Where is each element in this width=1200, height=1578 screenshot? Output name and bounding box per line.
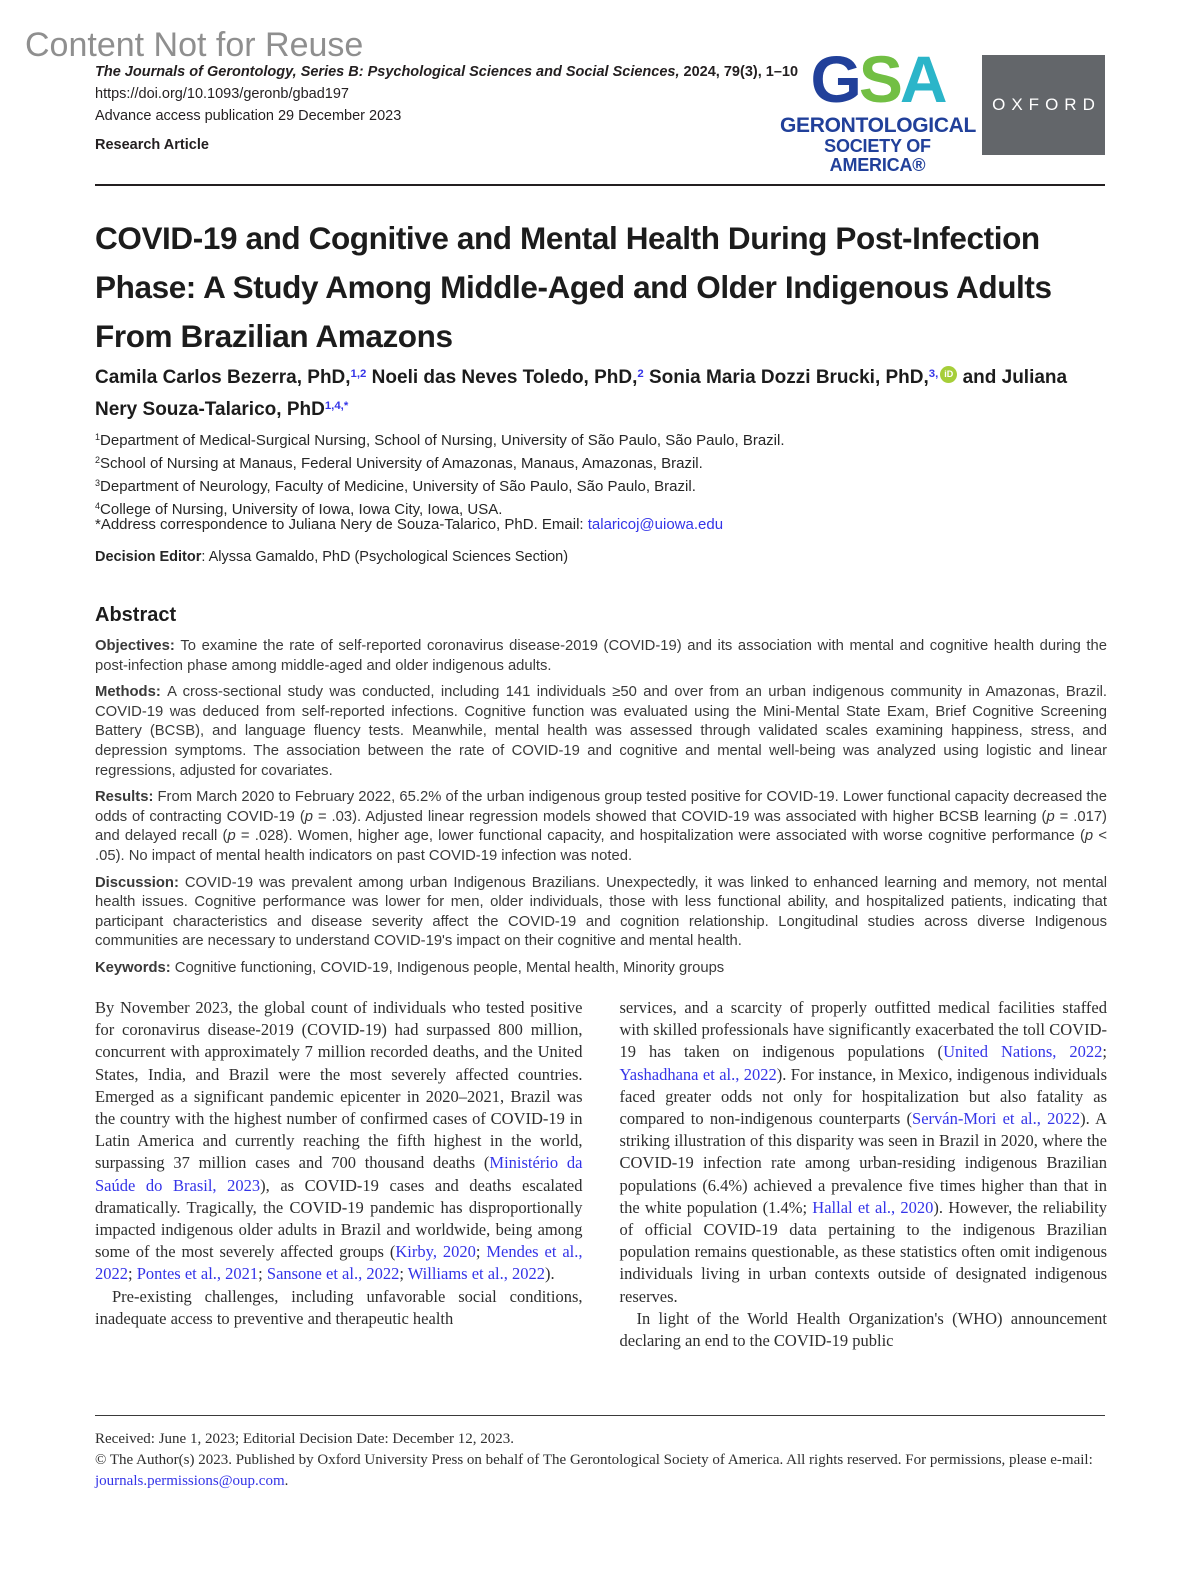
affiliations <box>95 430 785 522</box>
text-segment: and Juliana Nery Souza-Talarico, PhD <box>95 367 1068 420</box>
inline-link[interactable]: Mendes et al., 2022 <box>95 1242 583 1284</box>
text-segment: Cognitive functioning, COVID-19, Indigenous people, Mental health, Minority groups <box>174 959 725 976</box>
inline-link[interactable]: Sansone et al., 2022 <box>266 1264 400 1284</box>
text-segment: : Alyssa Gamaldo, PhD (Psychological Sciences Section) <box>201 549 569 565</box>
text-segment: 1,2 <box>350 367 367 380</box>
text-segment: services, and a scarcity of properly outfitted medical facilities staffed with skilled professionals have significantly exacerbated the toll COVID-19 has taken on indigenous populations ( <box>619 998 1107 1062</box>
advance-access-date: Advance access publication 29 December 2023 <box>95 108 402 124</box>
text-segment: 79 <box>723 64 740 80</box>
inline-link[interactable]: Kirby, 2020 <box>395 1242 476 1262</box>
body-paragraph <box>620 1308 1108 1352</box>
article-type-label: Research Article <box>95 137 209 153</box>
article-title: COVID-19 and Cognitive and Mental Health During Post-Infection Phase: A Study Among Middle-Aged and Older Indigenous Adults From Brazilian Amazons <box>95 220 1052 354</box>
watermark: Content Not for Reuse <box>25 26 364 64</box>
left-column <box>95 997 583 1352</box>
footer <box>95 1429 1107 1492</box>
abstract-results <box>95 788 1107 866</box>
oxford-logo <box>982 55 1105 155</box>
text-segment: *Address correspondence to Juliana Nery de Souza-Talarico, PhD. Email: <box>95 516 588 533</box>
text-segment: Noeli das Neves Toledo, PhD, <box>366 367 638 388</box>
text-segment: ). For instance, in Mexico, indigenous individuals faced greater odds not only for hospitalization but also fatality as compared to non-indigenous counterparts ( <box>619 1064 1107 1129</box>
body-paragraph <box>95 997 583 1286</box>
text-segment: 2 <box>95 455 101 466</box>
text-segment: p <box>304 808 314 825</box>
gsa-logo <box>780 42 977 175</box>
text-segment: Results: <box>95 789 158 806</box>
text-segment: By November 2023, the global count of individuals who tested positive for coronavirus disease-2019 (COVID-19) had surpassed 800 million, concurrent with approximately 7 million recorded deaths, and the United States, India, and Brazil were the most severely affected countries. Emerged as a significant pandemic epicenter in 2020–2021, Brazil was the country with the highest number of confirmed cases of COVID-19 in Latin America and currently reaching the fifth highest in the world, surpassing 37 million cases and 700 thousand deaths ( <box>95 998 583 1173</box>
text-segment: Pre-existing challenges, including unfavorable social conditions, inadequate access to preventive and therapeutic health <box>95 1286 583 1328</box>
abstract-heading: Abstract <box>95 604 177 626</box>
text-segment: ; <box>475 1242 487 1262</box>
text-segment: COVID-19 was prevalent among urban Indigenous Brazilians. Unexpectedly, it was linked to enhanced learning and memory, not mental health issues. Cognitive performance was lower for men, older individuals, those with less functional ability, and hospitalized patients, indicating that participant characteristics and disease severity affect the COVID-19 and cognition relationship. Longitudinal studies across diverse Indigenous communities are necessary to understand COVID-19's impact on their cognitive and mental health. <box>95 874 1107 950</box>
text-segment: = .03). Adjusted linear regression models showed that COVID-19 was associated with higher BCSB learning ( <box>313 808 1047 825</box>
affiliation-1 <box>95 430 785 453</box>
keywords-line <box>95 959 1107 979</box>
text-segment: To examine the rate of self-reported coronavirus disease-2019 (COVID-19) and its association with mental and cognitive health during the post-infection phase among middle-aged and older indigenous adults. <box>95 638 1107 674</box>
copyright-line <box>95 1450 1107 1492</box>
text-segment: ; <box>258 1264 267 1284</box>
inline-link[interactable]: journals.permissions@oup.com <box>95 1473 285 1489</box>
text-segment: A cross-sectional study was conducted, including 141 individuals ≥50 and over from an urban indigenous community in Amazonas, Brazil. COVID-19 was deduced from self-reported infections. Cognitive function was evaluated using the Mini-Mental State Exam, Brief Cognitive Screening Battery (BCSB), and language fluency tests. Meanwhile, mental health was assessed through validated scales examining happiness, stress, and depression symptoms. The association between the rate of COVID-19 and cognitive and mental well-being was analyzed using logistic and linear regressions, adjusted for covariates. <box>95 684 1108 779</box>
footer-divider <box>95 1415 1105 1416</box>
text-segment: p <box>1084 828 1094 845</box>
text-segment: 1 <box>95 432 101 443</box>
header-meta <box>95 61 798 156</box>
inline-link[interactable]: Hallal et al., 2020 <box>812 1197 934 1217</box>
author-list <box>95 363 1080 427</box>
text-segment: In light of the World Health Organization's (WHO) announcement declaring an end to the COVID-19 public <box>619 1308 1107 1351</box>
body-paragraph <box>620 997 1108 1308</box>
inline-link[interactable]: Pontes et al., 2021 <box>136 1264 259 1284</box>
received-line: Received: June 1, 2023; Editorial Decision Date: December 12, 2023. <box>95 1431 515 1447</box>
header-divider <box>95 184 1105 186</box>
gsa-letters-icon <box>780 42 975 116</box>
text-segment: 1,4,* <box>324 399 349 412</box>
text-segment: 3 <box>95 478 101 489</box>
gsa-name-line2: SOCIETY OF AMERICA® <box>824 136 931 175</box>
abstract-discussion <box>95 874 1107 952</box>
text-segment: Department of Medical-Surgical Nursing, School of Nursing, University of São Paulo, São Paulo, Brazil. <box>100 432 785 449</box>
right-column <box>620 997 1108 1352</box>
doi-link[interactable]: https://doi.org/10.1093/geronb/gbad197 <box>95 86 349 102</box>
text-segment: p <box>227 828 236 845</box>
orcid-icon[interactable]: iD <box>940 366 957 383</box>
text-segment: ; <box>128 1264 137 1284</box>
text-segment: 2024, <box>679 64 724 80</box>
journal-citation <box>95 61 798 83</box>
abstract-section <box>95 604 1107 986</box>
inline-link[interactable]: Serván-Mori et al., 2022 <box>912 1109 1081 1129</box>
text-segment: Decision Editor <box>95 549 202 565</box>
text-segment: From March 2020 to February 2022, 65.2% of the urban indigenous group tested positive for COVID-19. Lower functional capacity decreased the odds of contracting COVID-19 ( <box>95 789 1107 825</box>
text-segment: A <box>899 42 945 116</box>
text-segment: Camila Carlos Bezerra, PhD, <box>95 367 351 388</box>
text-segment: ; <box>1102 1042 1107 1062</box>
text-segment: ; <box>399 1264 408 1284</box>
text-segment: The Journals of Gerontology, Series B: Psychological Sciences and Social Sciences, <box>95 64 680 80</box>
text-segment: Department of Neurology, Faculty of Medicine, University of São Paulo, São Paulo, Brazil. <box>100 478 696 495</box>
text-segment: ). A striking illustration of this disparity was seen in Brazil in 2020, where the COVID-19 infection rate among urban-residing indigenous Brazilian populations (6.4%) achieved a prevalence five times higher than that in the white population (1.4%; <box>619 1109 1107 1217</box>
inline-link[interactable]: Ministério da Saúde do Brasil, 2023 <box>95 1153 583 1195</box>
text-segment: Methods: <box>95 684 168 701</box>
body-paragraph <box>95 1286 583 1330</box>
affiliation-2 <box>95 453 785 476</box>
text-segment: 2 <box>637 367 644 380</box>
oxford-label: OXFORD <box>992 95 1101 114</box>
gsa-name-line1: GERONTOLOGICAL <box>780 114 977 137</box>
abstract-objectives <box>95 637 1107 676</box>
text-segment: Discussion: <box>95 874 185 891</box>
article-body <box>95 997 1107 1352</box>
text-segment: ), as COVID-19 cases and deaths escalated dramatically. Tragically, the COVID-19 pandemic has disproportionally impacted indigenous older adults in Brazil and worldwide, being among some of the most severely affected groups ( <box>95 1175 583 1262</box>
affiliation-3 <box>95 476 785 499</box>
inline-link[interactable]: Yashadhana et al., 2022 <box>619 1064 777 1084</box>
text-segment: p <box>1046 808 1055 825</box>
inline-link[interactable]: United Nations, 2022 <box>943 1042 1103 1062</box>
correspondence-line <box>95 516 723 533</box>
text-segment: ). <box>545 1264 555 1284</box>
text-segment: 4 <box>95 501 101 512</box>
inline-link[interactable]: talaricoj@uiowa.edu <box>587 516 724 533</box>
text-segment: School of Nursing at Manaus, Federal University of Amazonas, Manaus, Amazonas, Brazil. <box>100 455 703 472</box>
text-segment: © The Author(s) 2023. Published by Oxford University Press on behalf of The Gerontological Society of America. All rights reserved. For permissions, please e-mail: <box>95 1452 1093 1468</box>
text-segment: (3), 1–10 <box>739 64 799 80</box>
inline-link[interactable]: Williams et al., 2022 <box>407 1264 546 1284</box>
text-segment: Sonia Maria Dozzi Brucki, PhD, <box>643 367 929 388</box>
text-segment: 3, <box>928 367 939 380</box>
text-segment: = .017) and delayed recall ( <box>95 808 1107 845</box>
text-segment: G <box>810 42 859 116</box>
text-segment: Keywords: <box>95 959 175 976</box>
abstract-methods <box>95 683 1107 781</box>
text-segment: ). However, the reliability of official COVID-19 data pertaining to the indigenous Brazilian population remains questionable, as these statistics often omit indigenous individuals living in urban contexts outside of designated indigenous reserves. <box>619 1197 1107 1306</box>
text-segment: Objectives: <box>95 638 181 654</box>
decision-editor-line <box>95 549 568 565</box>
text-segment: College of Nursing, University of Iowa, Iowa City, Iowa, USA. <box>100 501 503 518</box>
text-segment: = .028). Women, higher age, lower functional capacity, and hospitalization were associated with worse cognitive performance ( <box>235 828 1085 845</box>
text-segment: S <box>858 42 900 116</box>
text-segment: < .05). No impact of mental health indicators on past COVID-19 infection was noted. <box>95 828 1107 864</box>
text-segment: . <box>284 1473 289 1489</box>
